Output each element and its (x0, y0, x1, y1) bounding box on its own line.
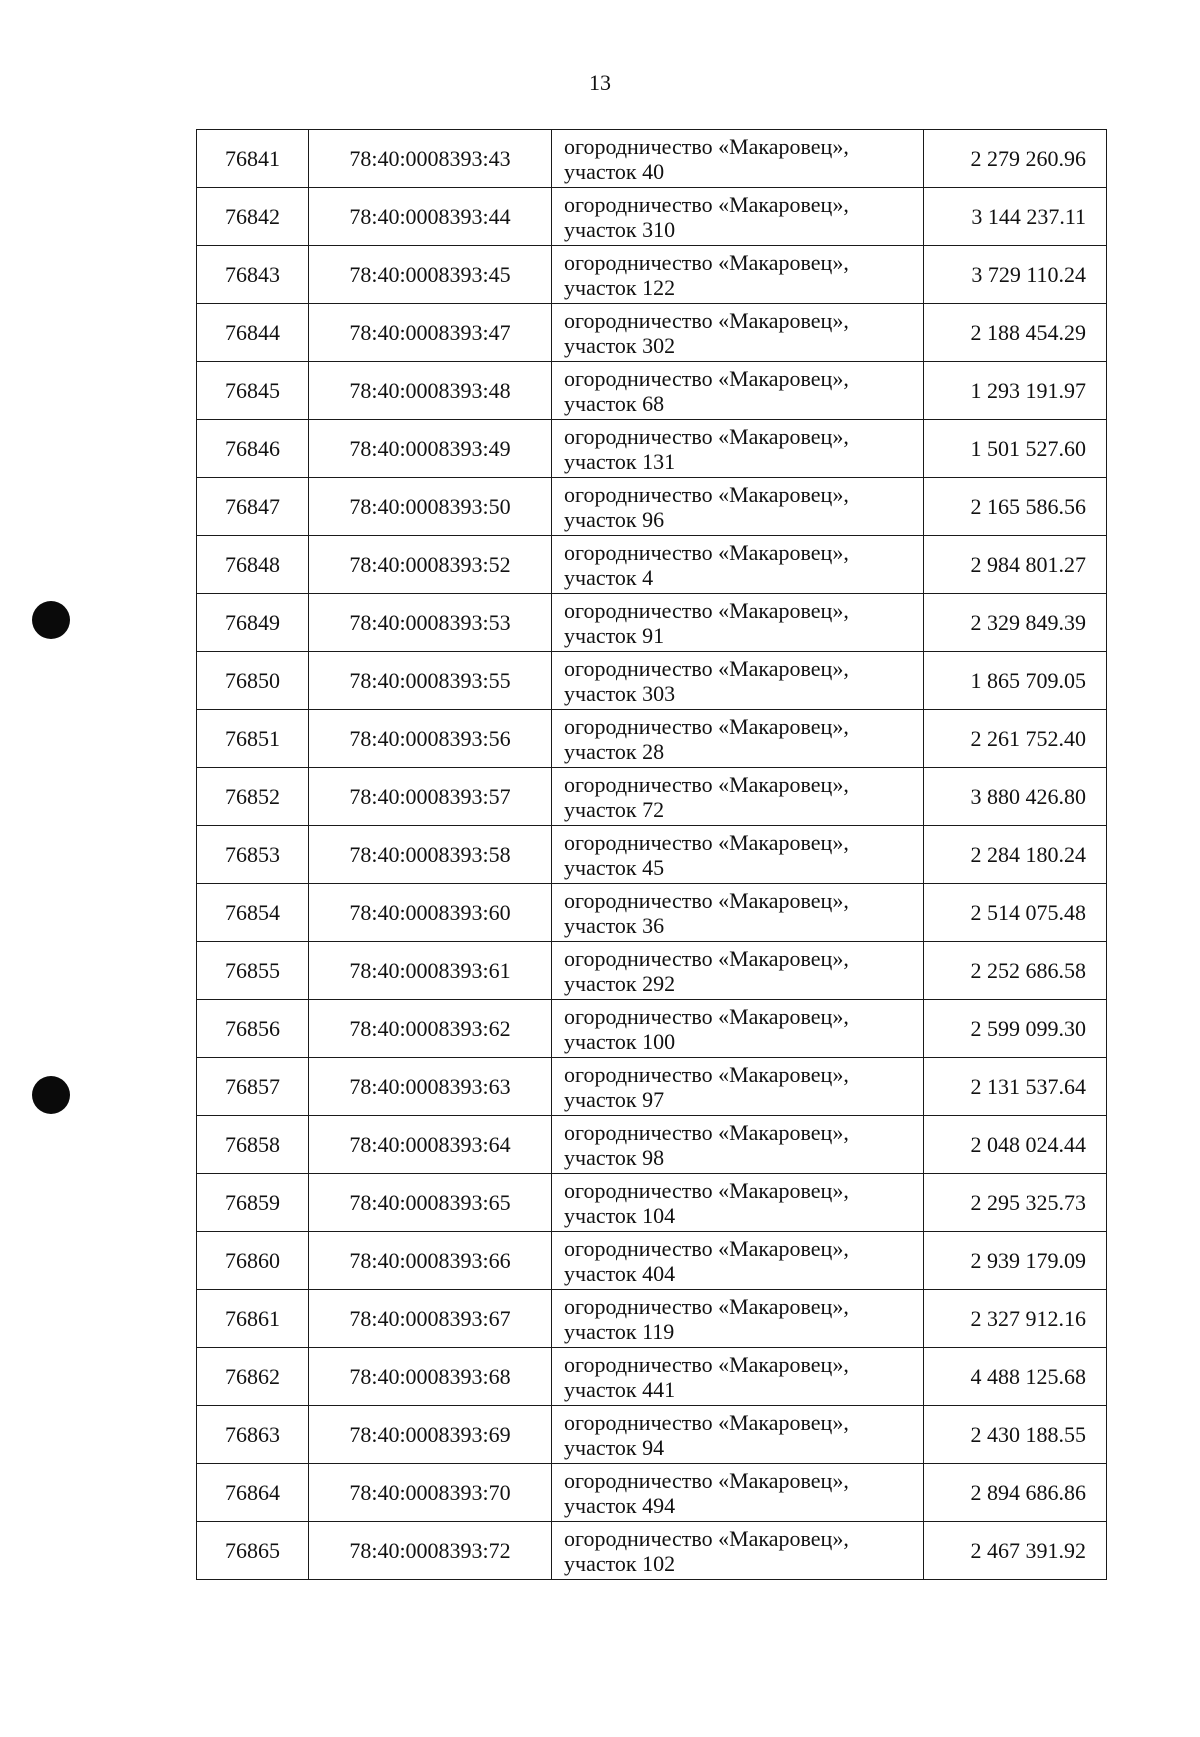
cadastral-number-cell: 78:40:0008393:49 (309, 420, 552, 478)
address-line-1: огородничество «Макаровец», (564, 1525, 849, 1551)
record-number-cell: 76845 (197, 362, 309, 420)
address-line-2: участок 4 (564, 564, 654, 590)
table-row (197, 1464, 1107, 1522)
table-row (197, 768, 1107, 826)
address-cell (552, 1348, 924, 1406)
address-line-1: огородничество «Макаровец», (564, 249, 849, 275)
address-line-2: участок 310 (564, 216, 676, 242)
address-line-1: огородничество «Макаровец», (564, 771, 849, 797)
record-number-cell: 76841 (197, 130, 309, 188)
record-number-cell: 76849 (197, 594, 309, 652)
cadastral-value-cell: 2 252 686.58 (924, 942, 1107, 1000)
record-number-cell: 76854 (197, 884, 309, 942)
record-number-cell: 76861 (197, 1290, 309, 1348)
cadastral-number-cell: 78:40:0008393:45 (309, 246, 552, 304)
address-cell (552, 188, 924, 246)
table-row (197, 594, 1107, 652)
address-line-1: огородничество «Макаровец», (564, 1119, 849, 1145)
address-cell (552, 1522, 924, 1580)
cadastral-value-cell: 2 279 260.96 (924, 130, 1107, 188)
table-row (197, 1406, 1107, 1464)
cadastral-value-cell: 1 501 527.60 (924, 420, 1107, 478)
cadastral-number-cell: 78:40:0008393:61 (309, 942, 552, 1000)
record-number-cell: 76846 (197, 420, 309, 478)
cadastral-number-cell: 78:40:0008393:56 (309, 710, 552, 768)
cadastral-number-cell: 78:40:0008393:47 (309, 304, 552, 362)
address-line-1: огородничество «Макаровец», (564, 1177, 849, 1203)
table-row (197, 710, 1107, 768)
address-cell (552, 130, 924, 188)
address-line-1: огородничество «Макаровец», (564, 133, 849, 159)
address-line-2: участок 68 (564, 390, 665, 416)
address-line-1: огородничество «Макаровец», (564, 539, 849, 565)
cadastral-value-cell: 2 048 024.44 (924, 1116, 1107, 1174)
cadastral-value-cell: 2 939 179.09 (924, 1232, 1107, 1290)
address-line-1: огородничество «Макаровец», (564, 655, 849, 681)
address-line-2: участок 302 (564, 332, 676, 358)
record-number-cell: 76842 (197, 188, 309, 246)
address-cell (552, 536, 924, 594)
cadastral-value-cell: 2 984 801.27 (924, 536, 1107, 594)
cadastral-value-cell: 2 261 752.40 (924, 710, 1107, 768)
record-number-cell: 76852 (197, 768, 309, 826)
address-line-2: участок 303 (564, 680, 676, 706)
cadastral-value-cell: 2 165 586.56 (924, 478, 1107, 536)
address-line-2: участок 45 (564, 854, 665, 880)
address-cell (552, 1464, 924, 1522)
cadastral-number-cell: 78:40:0008393:63 (309, 1058, 552, 1116)
table-row (197, 1522, 1107, 1580)
table-row (197, 942, 1107, 1000)
cadastral-value-cell: 1 865 709.05 (924, 652, 1107, 710)
record-number-cell: 76862 (197, 1348, 309, 1406)
address-line-1: огородничество «Макаровец», (564, 481, 849, 507)
address-cell (552, 1174, 924, 1232)
address-line-2: участок 91 (564, 622, 665, 648)
table-row (197, 188, 1107, 246)
address-line-1: огородничество «Макаровец», (564, 597, 849, 623)
address-line-1: огородничество «Макаровец», (564, 365, 849, 391)
record-number-cell: 76853 (197, 826, 309, 884)
address-cell (552, 594, 924, 652)
address-cell (552, 362, 924, 420)
cadastral-number-cell: 78:40:0008393:52 (309, 536, 552, 594)
cadastral-number-cell: 78:40:0008393:70 (309, 1464, 552, 1522)
address-line-2: участок 40 (564, 158, 665, 184)
cadastral-value-cell: 2 894 686.86 (924, 1464, 1107, 1522)
address-cell (552, 652, 924, 710)
cadastral-value-cell: 2 284 180.24 (924, 826, 1107, 884)
table-row (197, 478, 1107, 536)
cadastral-value-cell: 2 599 099.30 (924, 1000, 1107, 1058)
address-cell (552, 246, 924, 304)
cadastral-number-cell: 78:40:0008393:48 (309, 362, 552, 420)
address-cell (552, 1290, 924, 1348)
table-row (197, 1174, 1107, 1232)
cadastral-value-cell: 3 880 426.80 (924, 768, 1107, 826)
cadastral-number-cell: 78:40:0008393:43 (309, 130, 552, 188)
table-row (197, 420, 1107, 478)
cadastral-value-cell: 3 729 110.24 (924, 246, 1107, 304)
address-line-2: участок 98 (564, 1144, 665, 1170)
record-number-cell: 76859 (197, 1174, 309, 1232)
cadastral-number-cell: 78:40:0008393:66 (309, 1232, 552, 1290)
record-number-cell: 76847 (197, 478, 309, 536)
address-line-2: участок 404 (564, 1260, 676, 1286)
address-line-1: огородничество «Макаровец», (564, 887, 849, 913)
cadastral-number-cell: 78:40:0008393:72 (309, 1522, 552, 1580)
table-row (197, 1232, 1107, 1290)
address-line-1: огородничество «Макаровец», (564, 1293, 849, 1319)
cadastral-value-cell: 2 467 391.92 (924, 1522, 1107, 1580)
table-row (197, 246, 1107, 304)
address-line-1: огородничество «Макаровец», (564, 307, 849, 333)
record-number-cell: 76856 (197, 1000, 309, 1058)
page-number: 13 (589, 70, 611, 95)
record-number-cell: 76857 (197, 1058, 309, 1116)
record-number-cell: 76844 (197, 304, 309, 362)
address-line-2: участок 100 (564, 1028, 676, 1054)
address-cell (552, 942, 924, 1000)
land-plot-table (196, 129, 1107, 1580)
cadastral-number-cell: 78:40:0008393:64 (309, 1116, 552, 1174)
record-number-cell: 76860 (197, 1232, 309, 1290)
table-row (197, 826, 1107, 884)
address-cell (552, 710, 924, 768)
table-row (197, 362, 1107, 420)
address-line-2: участок 94 (564, 1434, 665, 1460)
cadastral-number-cell: 78:40:0008393:68 (309, 1348, 552, 1406)
address-line-1: огородничество «Макаровец», (564, 1235, 849, 1261)
record-number-cell: 76864 (197, 1464, 309, 1522)
address-line-2: участок 119 (564, 1318, 675, 1344)
address-cell (552, 304, 924, 362)
cadastral-value-cell: 3 144 237.11 (924, 188, 1107, 246)
address-line-2: участок 72 (564, 796, 665, 822)
address-cell (552, 1406, 924, 1464)
record-number-cell: 76858 (197, 1116, 309, 1174)
address-line-2: участок 441 (564, 1376, 676, 1402)
punch-hole-mark (32, 1076, 70, 1114)
address-line-2: участок 97 (564, 1086, 665, 1112)
cadastral-number-cell: 78:40:0008393:65 (309, 1174, 552, 1232)
address-line-1: огородничество «Макаровец», (564, 1467, 849, 1493)
cadastral-number-cell: 78:40:0008393:50 (309, 478, 552, 536)
address-cell (552, 478, 924, 536)
cadastral-number-cell: 78:40:0008393:62 (309, 1000, 552, 1058)
record-number-cell: 76843 (197, 246, 309, 304)
cadastral-number-cell: 78:40:0008393:55 (309, 652, 552, 710)
address-cell (552, 420, 924, 478)
record-number-cell: 76863 (197, 1406, 309, 1464)
address-line-2: участок 36 (564, 912, 665, 938)
address-cell (552, 826, 924, 884)
cadastral-number-cell: 78:40:0008393:57 (309, 768, 552, 826)
record-number-cell: 76855 (197, 942, 309, 1000)
table-row (197, 1000, 1107, 1058)
cadastral-number-cell: 78:40:0008393:60 (309, 884, 552, 942)
record-number-cell: 76865 (197, 1522, 309, 1580)
address-cell (552, 1058, 924, 1116)
address-cell (552, 1000, 924, 1058)
punch-hole-mark (32, 601, 70, 639)
address-line-2: участок 122 (564, 274, 676, 300)
table-row (197, 536, 1107, 594)
address-cell (552, 1116, 924, 1174)
address-line-1: огородничество «Макаровец», (564, 1003, 849, 1029)
cadastral-value-cell: 2 329 849.39 (924, 594, 1107, 652)
cadastral-number-cell: 78:40:0008393:58 (309, 826, 552, 884)
table-row (197, 1290, 1107, 1348)
address-cell (552, 768, 924, 826)
cadastral-number-cell: 78:40:0008393:53 (309, 594, 552, 652)
table-row (197, 884, 1107, 942)
table-row (197, 1348, 1107, 1406)
table-body (197, 130, 1107, 1580)
address-line-2: участок 96 (564, 506, 665, 532)
cadastral-number-cell: 78:40:0008393:67 (309, 1290, 552, 1348)
address-line-2: участок 28 (564, 738, 665, 764)
cadastral-value-cell: 2 327 912.16 (924, 1290, 1107, 1348)
address-cell (552, 1232, 924, 1290)
cadastral-value-cell: 2 188 454.29 (924, 304, 1107, 362)
table-row (197, 130, 1107, 188)
address-line-1: огородничество «Макаровец», (564, 191, 849, 217)
address-line-1: огородничество «Макаровец», (564, 829, 849, 855)
address-line-1: огородничество «Макаровец», (564, 713, 849, 739)
address-line-1: огородничество «Макаровец», (564, 945, 849, 971)
cadastral-number-cell: 78:40:0008393:44 (309, 188, 552, 246)
address-line-1: огородничество «Макаровец», (564, 1351, 849, 1377)
record-number-cell: 76851 (197, 710, 309, 768)
cadastral-value-cell: 4 488 125.68 (924, 1348, 1107, 1406)
table-row (197, 304, 1107, 362)
address-line-2: участок 104 (564, 1202, 676, 1228)
address-line-1: огородничество «Макаровец», (564, 1061, 849, 1087)
cadastral-value-cell: 1 293 191.97 (924, 362, 1107, 420)
address-line-1: огородничество «Макаровец», (564, 1409, 849, 1435)
table-row (197, 1116, 1107, 1174)
cadastral-value-cell: 2 131 537.64 (924, 1058, 1107, 1116)
address-line-2: участок 494 (564, 1492, 676, 1518)
cadastral-value-cell: 2 514 075.48 (924, 884, 1107, 942)
address-line-2: участок 292 (564, 970, 676, 996)
record-number-cell: 76850 (197, 652, 309, 710)
address-cell (552, 884, 924, 942)
cadastral-value-cell: 2 430 188.55 (924, 1406, 1107, 1464)
table-row (197, 1058, 1107, 1116)
record-number-cell: 76848 (197, 536, 309, 594)
address-line-1: огородничество «Макаровец», (564, 423, 849, 449)
cadastral-number-cell: 78:40:0008393:69 (309, 1406, 552, 1464)
table-row (197, 652, 1107, 710)
cadastral-value-cell: 2 295 325.73 (924, 1174, 1107, 1232)
address-line-2: участок 131 (564, 448, 676, 474)
address-line-2: участок 102 (564, 1550, 676, 1576)
